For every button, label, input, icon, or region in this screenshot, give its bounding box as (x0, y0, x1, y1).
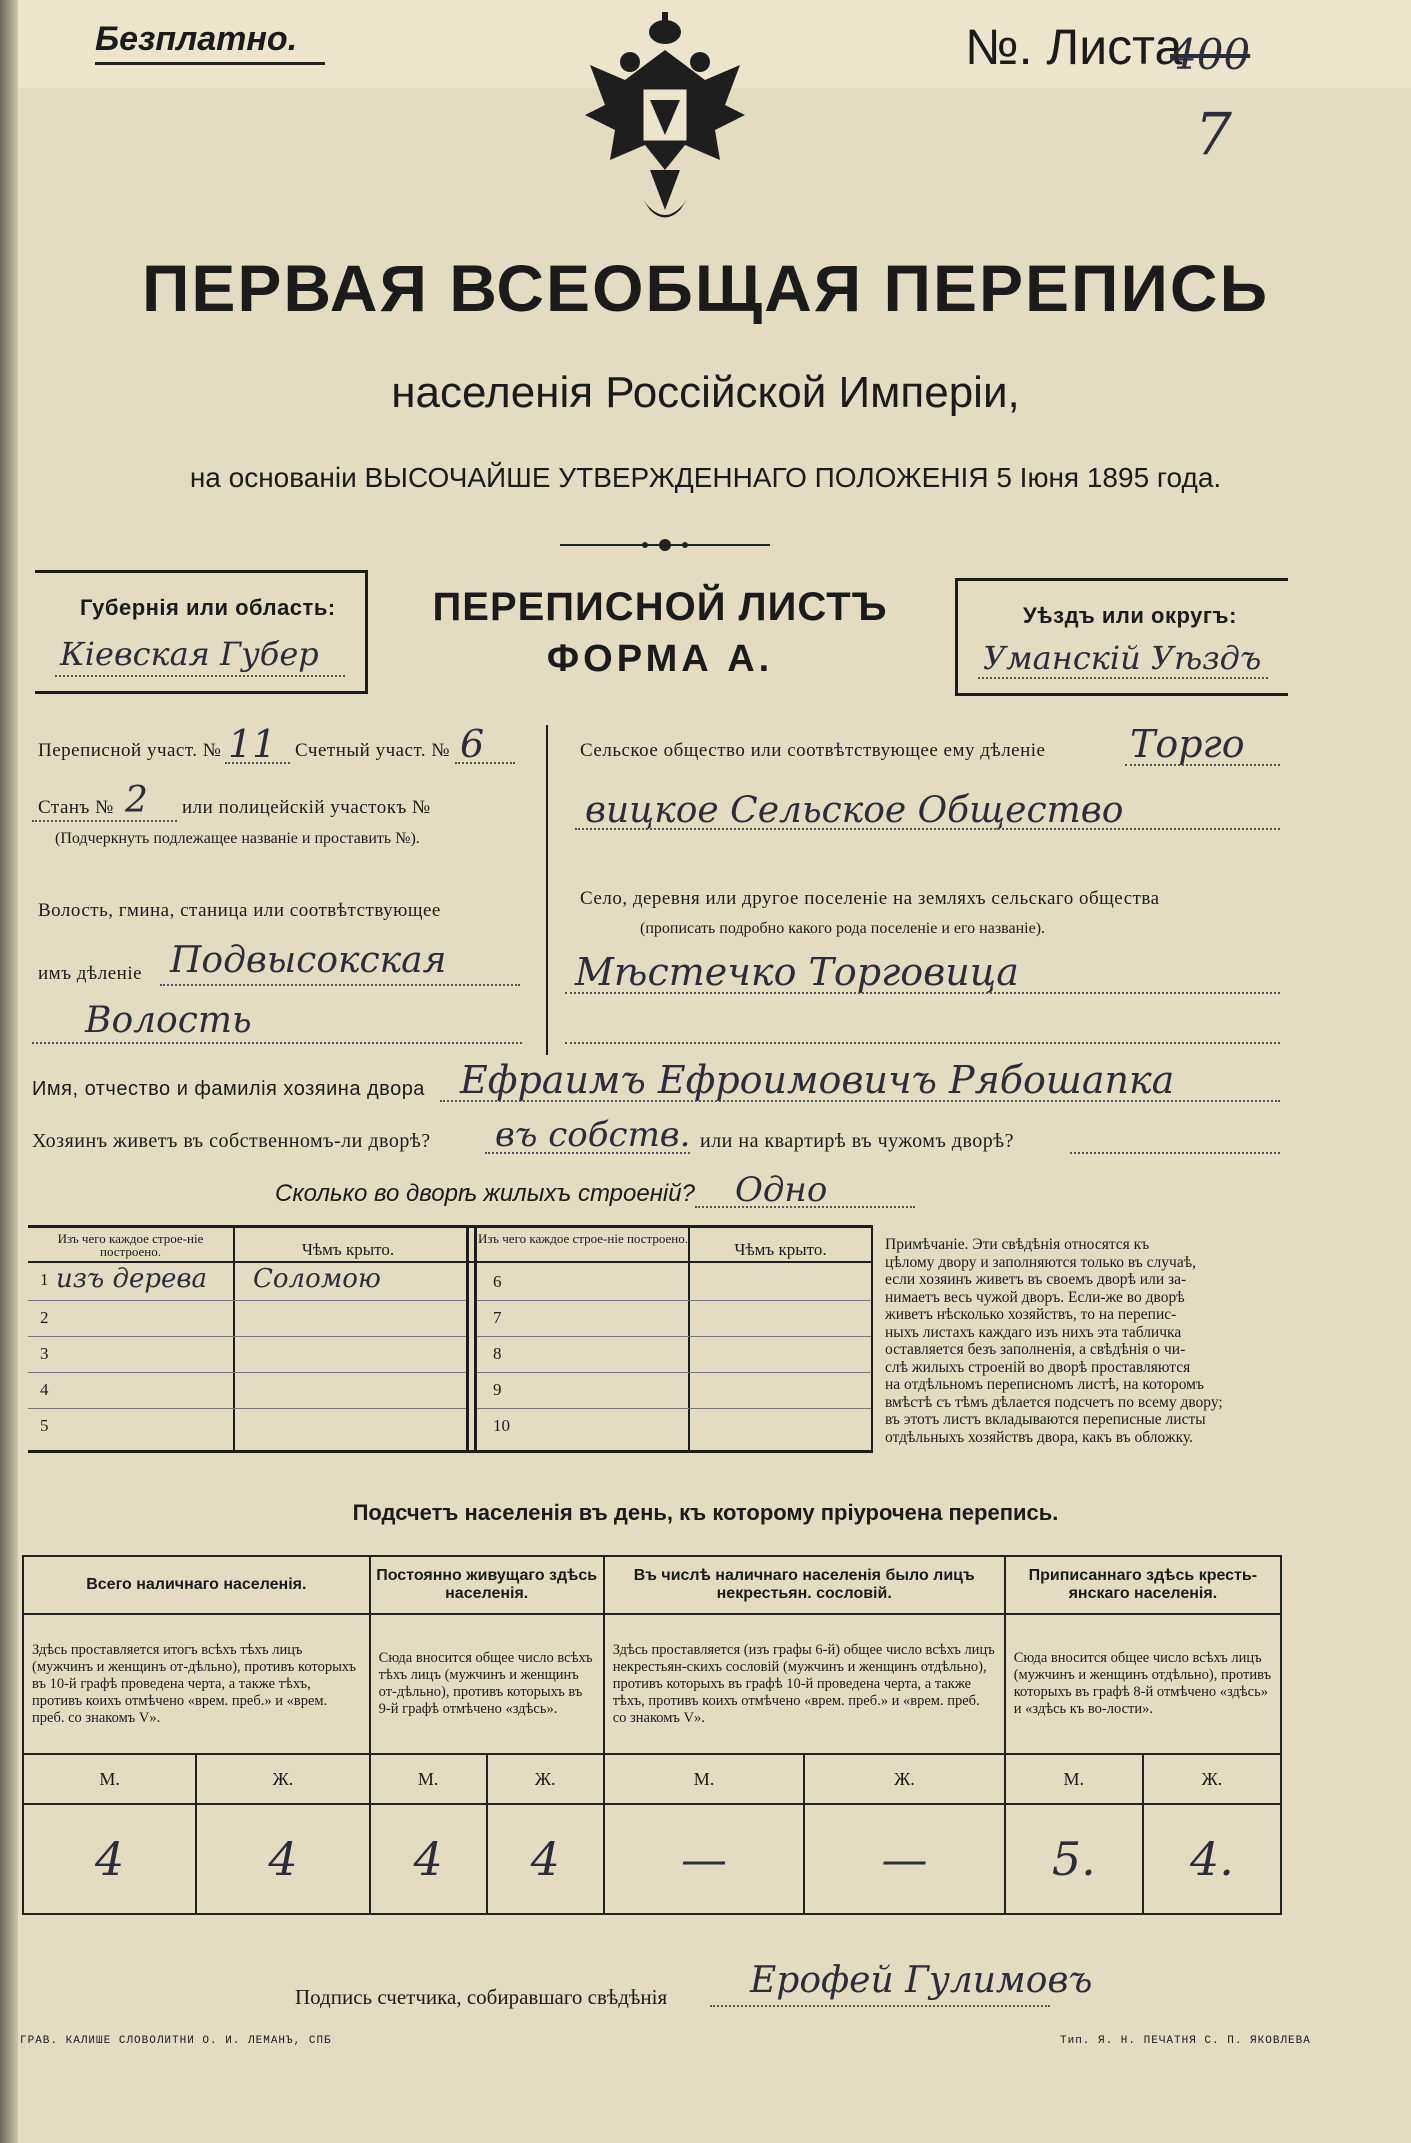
buildings-table (28, 1225, 873, 1453)
buildings-row (28, 1300, 466, 1337)
buildings-label: Сколько во дворѣ жилыхъ строеній? (275, 1180, 695, 1207)
male-header: М. (23, 1754, 196, 1804)
district-rule (978, 677, 1268, 679)
imperial-eagle-emblem-icon (570, 10, 760, 235)
note-line: отдѣльныхъ хозяйствъ двора, какъ въ обложку. (885, 1428, 1194, 1446)
buildings-col-material-left: Изъ чего каждое строе-ніе построено. (57, 1231, 204, 1259)
total-female-count: 4 (196, 1804, 369, 1914)
buildings-header-rule (28, 1261, 873, 1263)
total-male-count: 4 (23, 1804, 196, 1914)
female-header: Ж. (1143, 1754, 1281, 1804)
note-line: на отдѣльномъ переписномъ листѣ, на которомъ (885, 1376, 1204, 1393)
district-value: Уманскій Уѣздъ (983, 639, 1262, 677)
sheet-number-value: 400 (1170, 30, 1251, 79)
note-line: въ этотъ листъ вкладываются переписные листы (885, 1411, 1206, 1428)
counting-district-label: Счетный участ. № (295, 740, 450, 761)
form-code: ФОРМА А. (546, 638, 774, 680)
row-number: 3 (40, 1344, 49, 1363)
buildings-rule (695, 1206, 915, 1208)
owner-rule (440, 1100, 1280, 1102)
counting-district-value: 6 (460, 722, 485, 766)
free-label: Безплатно. (95, 20, 298, 58)
police-note: (Подчеркнуть подлежащее названіе и проставить №). (55, 830, 420, 847)
resident-female-count: 4 (487, 1804, 604, 1914)
sheet-handwritten-mark: 7 (1195, 100, 1232, 168)
counting-district-rule (455, 762, 515, 764)
village-note: (прописать подробно какого рода поселеніе и его названіе). (640, 920, 1046, 937)
society-value-2: вицкое Сельское Общество (585, 790, 1124, 831)
note-line: Примѣчаніе. Эти свѣдѣнія относятся къ (885, 1236, 1150, 1253)
volost-rule-1 (160, 984, 520, 986)
buildings-col-roof-right: Чѣмъ крыто. (734, 1240, 827, 1259)
buildings-col-material-right: Изъ чего каждое строе-ніе построено. (478, 1231, 688, 1246)
lives-label: Хозяинъ живетъ въ собственномъ-ли дворѣ? (32, 1130, 431, 1152)
resident-male-count: 4 (370, 1804, 487, 1914)
free-label-underline (95, 62, 325, 65)
signature-value: Ерофей Гулимовъ (750, 1960, 1093, 2001)
buildings-row (28, 1372, 466, 1409)
row-number: 2 (40, 1308, 49, 1327)
village-rule-1 (565, 992, 1280, 994)
form-sheet-title: ПЕРЕПИСНОЙ ЛИСТЪ (432, 585, 888, 629)
society-value: Торго (1130, 722, 1245, 766)
ornament-divider-icon (560, 535, 770, 555)
note-line: живетъ нѣсколько хозяйствъ, то на перепис- (885, 1306, 1177, 1323)
province-value: Кіевская Губер (60, 635, 319, 673)
signature-rule (710, 2005, 1050, 2007)
nonpeasant-male-count: — (604, 1804, 805, 1914)
nonpeasant-female-count: — (804, 1804, 1005, 1914)
census-district-rule (225, 762, 290, 764)
stan-rule (32, 820, 177, 822)
village-label: Село, деревня или другое поселеніе на земляхъ сельскаго общества (580, 888, 1160, 909)
police-label: или полицейскій участокъ № (182, 797, 431, 818)
buildings-row (477, 1408, 871, 1444)
row-roof: Соломою (253, 1264, 381, 1294)
footer-right-imprint: Тип. Я. Н. ПЕЧАТНЯ С. П. ЯКОВЛЕВА (1060, 2035, 1311, 2047)
note-line: цѣлому двору и заполняются только въ случаѣ, (885, 1253, 1196, 1271)
count-col-head: Приписаннаго здѣсь кресть-янскаго населенія. (1005, 1556, 1281, 1614)
count-table (22, 1555, 1282, 1915)
buildings-row (477, 1336, 871, 1373)
village-value: Мѣстечко Торговица (575, 950, 1019, 994)
apartment-rule (1070, 1152, 1280, 1154)
subtitle: населенія Россійской Имперіи, (391, 368, 1020, 417)
count-col-desc: Здѣсь проставляется (изъ графы 6-й) общее число всѣхъ лицъ некрестьян-скихъ сословій (мужчинъ и женщинъ отдѣльно), противъ которыхъ въ графѣ 10-й проведена черта, а также тѣхъ, противъ коихъ отмѣчено «врем. преб.» и «врем. преб. со знакомъ V». (604, 1614, 1005, 1754)
row-number: 6 (493, 1272, 502, 1291)
buildings-row (28, 1336, 466, 1373)
row-number: 9 (493, 1380, 502, 1399)
society-rule-1 (1125, 764, 1280, 766)
stan-value: 2 (125, 780, 148, 821)
society-rule-2 (575, 828, 1280, 830)
signature-label: Подпись счетчика, собиравшаго свѣдѣнія (295, 1985, 668, 2009)
male-header: М. (1005, 1754, 1143, 1804)
field-column-divider (546, 725, 548, 1055)
row-number: 7 (493, 1308, 502, 1327)
note-line: оставляется безъ заполненія, а свѣдѣнія о чи- (885, 1341, 1186, 1358)
count-col-head: Постоянно живущаго здѣсь населенія. (370, 1556, 604, 1614)
female-header: Ж. (196, 1754, 369, 1804)
stan-label: Станъ № (38, 797, 114, 818)
owner-label: Имя, отчество и фамилія хозяина двора (32, 1078, 425, 1100)
row-number: 10 (493, 1416, 510, 1435)
lives-value: въ собств. (495, 1115, 691, 1155)
row-material: изъ дерева (56, 1264, 208, 1294)
volost-label-2: имъ дѣленіе (38, 963, 143, 984)
count-col-desc: Сюда вносится общее число всѣхъ лицъ (мужчинъ и женщинъ отдѣльно), противъ которыхъ въ графѣ 8-й отмѣчено «здѣсь» и «здѣсь къ во-лости». (1005, 1614, 1281, 1754)
volost-label: Волость, гмина, станица или соотвѣтствующее (38, 900, 441, 921)
sheet-number-label: №. Листа (965, 19, 1183, 75)
registered-male-count: 5. (1005, 1804, 1143, 1914)
row-number: 8 (493, 1344, 502, 1363)
village-rule-2 (565, 1042, 1280, 1044)
count-col-desc: Здѣсь проставляется итогъ всѣхъ тѣхъ лицъ (мужчинъ и женщинъ от-дѣльно), противъ которыхъ въ 10-й графѣ проведена черта, а также тѣхъ, противъ коихъ отмѣчено «врем. преб.» и «врем. преб. со знакомъ V». (23, 1614, 370, 1754)
count-section-title: Подсчетъ населенія въ день, къ которому пріурочена перепись. (352, 1500, 1059, 1525)
female-header: Ж. (487, 1754, 604, 1804)
note-line: если хозяинъ живетъ въ своемъ дворѣ или за- (885, 1271, 1187, 1288)
owner-value: Ефраимъ Ефроимовичъ Рябошапка (460, 1058, 1175, 1102)
male-header: М. (604, 1754, 805, 1804)
main-title: ПЕРВАЯ ВСЕОБЩАЯ ПЕРЕПИСЬ (141, 251, 1270, 325)
buildings-col-roof-left: Чѣмъ крыто. (301, 1240, 395, 1259)
note-line: слѣ жилыхъ строеній во дворѣ проставляются (885, 1358, 1191, 1376)
row-number: 1 (40, 1270, 49, 1289)
row-number: 5 (40, 1416, 49, 1435)
province-label: Губернія или область: (80, 595, 336, 620)
lives-rule (485, 1152, 690, 1154)
volost-value-2: Волость (85, 1000, 252, 1041)
note-block (885, 1236, 1285, 1446)
buildings-row (477, 1300, 871, 1337)
province-box (35, 570, 368, 694)
note-line: вмѣстѣ съ тѣмъ дѣлается подсчетъ по всему двору; (885, 1393, 1223, 1411)
buildings-vrule-5 (871, 1228, 873, 1450)
census-district-label: Переписной участ. № (38, 740, 222, 761)
female-header: Ж. (804, 1754, 1005, 1804)
footer-left-imprint: ГРАВ. КАЛИШЕ СЛОВОЛИТНИ О. И. ЛЕМАНЪ, СПБ (20, 2035, 332, 2047)
apartment-label: или на квартирѣ въ чужомъ дворѣ? (700, 1130, 1015, 1152)
registered-female-count: 4. (1143, 1804, 1281, 1914)
note-line: ныхъ листахъ каждаго изъ нихъ эта табличка (885, 1323, 1182, 1341)
buildings-row (28, 1264, 466, 1301)
male-header: М. (370, 1754, 487, 1804)
province-rule (55, 675, 345, 677)
census-district-value: 11 (228, 722, 277, 766)
buildings-vrule-2 (466, 1228, 469, 1450)
row-number: 4 (40, 1380, 49, 1399)
buildings-value: Одно (735, 1170, 828, 1210)
district-box (955, 578, 1288, 696)
note-line: нимаетъ весь чужой дворъ. Если-же во дворѣ (885, 1288, 1185, 1306)
volost-rule-2 (32, 1042, 522, 1044)
count-col-head: Всего наличнаго населенія. (23, 1556, 370, 1614)
count-col-head: Въ числѣ наличнаго населенія было лицъ некрестьян. сословій. (604, 1556, 1005, 1614)
volost-value: Подвысокская (170, 940, 447, 981)
buildings-row (28, 1408, 466, 1444)
buildings-row (477, 1264, 871, 1301)
buildings-row (477, 1372, 871, 1409)
district-label: Уѣздъ или округъ: (1023, 603, 1237, 628)
count-col-desc: Сюда вносится общее число всѣхъ тѣхъ лицъ (мужчинъ и женщинъ от-дѣльно), противъ которыхъ въ 9-й графѣ отмѣчено «здѣсь». (370, 1614, 604, 1754)
basis-line: на основаніи ВЫСОЧАЙШЕ УТВЕРЖДЕННАГО ПОЛОЖЕНІЯ 5 Іюня 1895 года. (189, 462, 1222, 493)
society-label: Сельское общество или соотвѣтствующее ему дѣленіе (580, 740, 1046, 761)
